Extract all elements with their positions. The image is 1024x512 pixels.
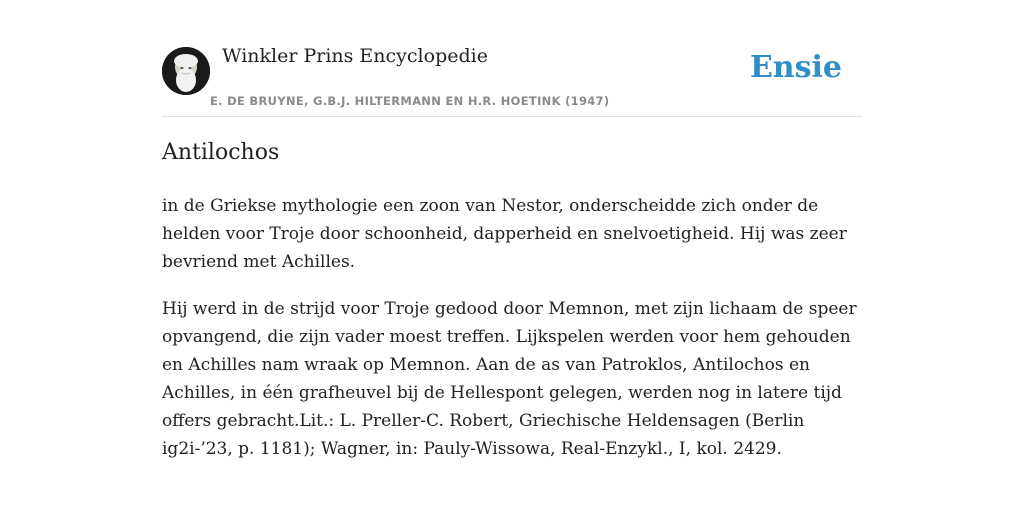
page-container [162,0,862,459]
authors-credit: E. DE BRUYNE, G.B.J. HILTERMANN EN H.R. HOETINK (1947) [210,94,610,108]
header [162,0,862,117]
ensie-logo-link[interactable]: Ensie [749,50,842,85]
article-paragraph-1: in de Griekse mythologie een zoon van Nestor, onderscheidde zich onder de helden voor Troje door schoonheid, dapperheid en snelvoetigheid. Hij was zeer bevriend met Achilles. [162,196,847,272]
article-paragraph-2: Hij werd in de strijd voor Troje gedood door Memnon, met zijn lichaam de speer opvangend, die zijn vader moest treffen. Lijkspelen werden voor hem gehouden en Achilles nam wraak op Memnon. Aan de as van Patroklos, Antilochos en Achilles, in één grafheuvel bij de Hellespont gelegen, werden nog in latere tijd offers gebracht.Lit.: L. Preller-C. Robert, Griechische Heldensagen (Berlin ig2i-’23, p. 1181); Wagner, in: Pauly-Wissowa, Real-Enzykl., I, kol. 2429. [162,299,857,459]
author-avatar [162,47,210,95]
portrait-photo-icon [162,47,210,95]
article-title: Antilochos [162,140,280,165]
site-title[interactable]: Winkler Prins Encyclopedie [222,45,488,67]
